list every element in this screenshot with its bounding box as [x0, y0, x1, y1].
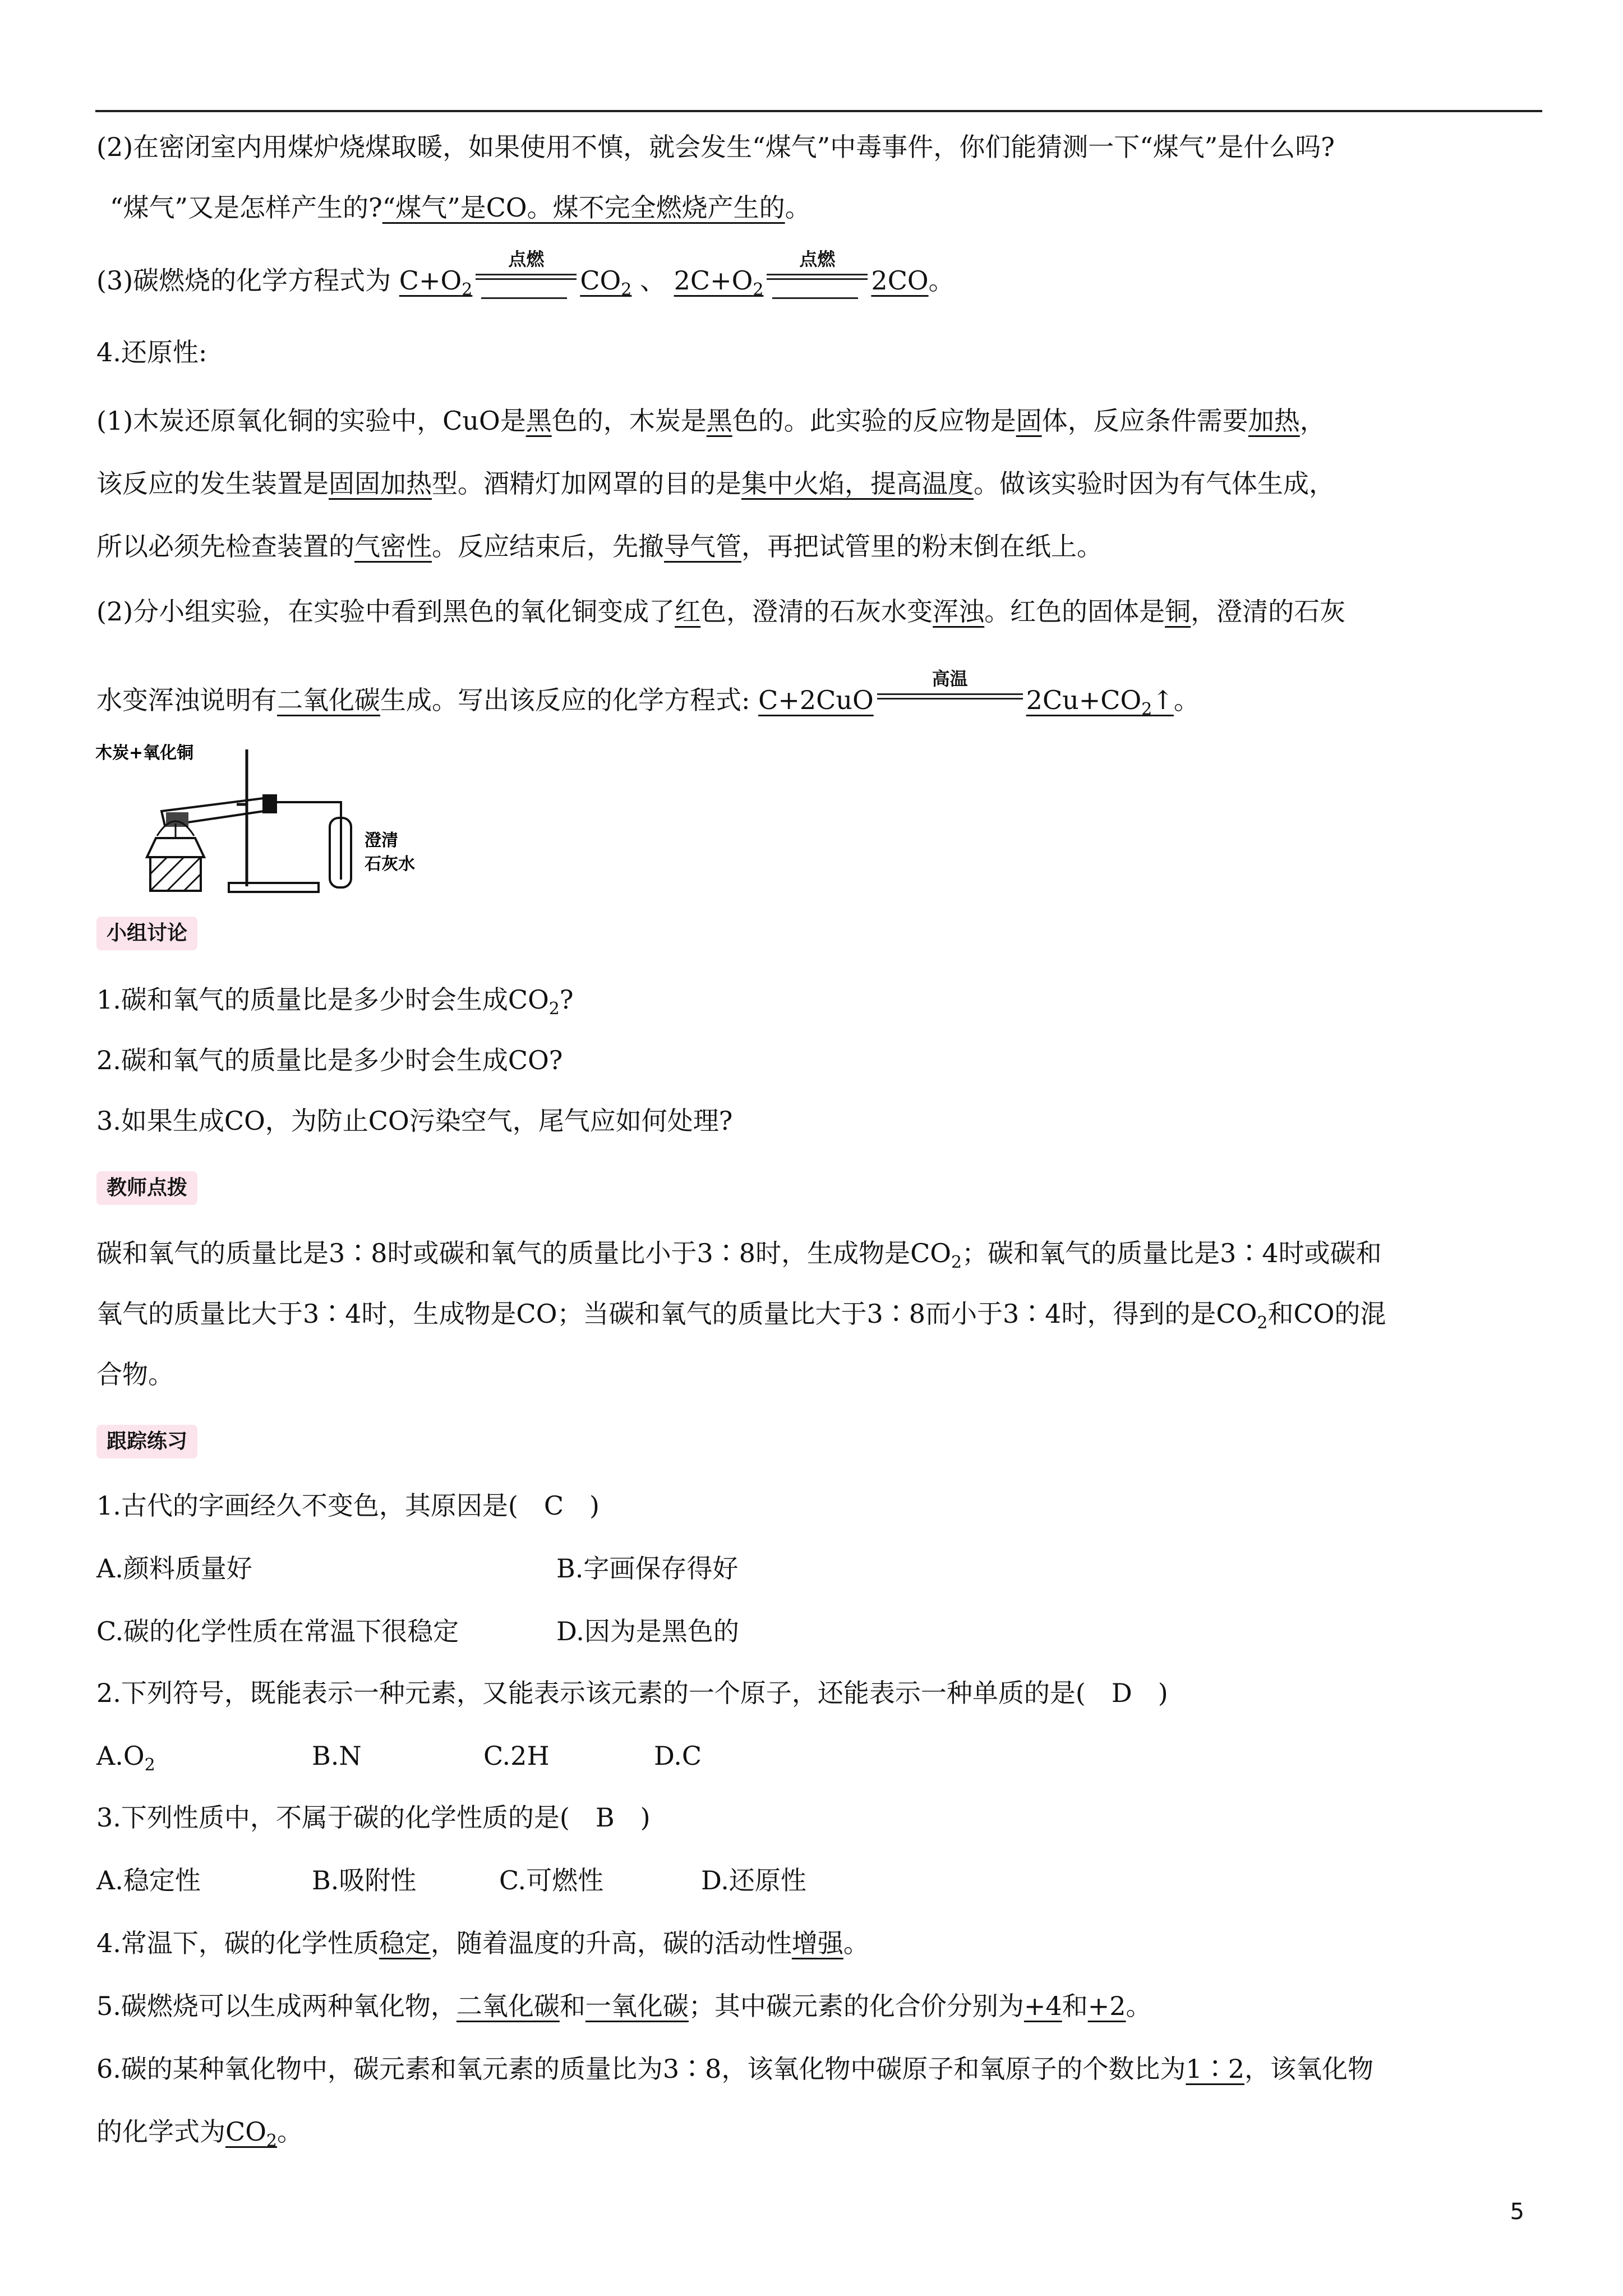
- figure-label-clear: 澄清: [365, 831, 398, 850]
- teacher-line1: 碳和氧气的质量比是3∶8时或碳和氧气的质量比小于3∶8时，生成物是$CO_2$；碳和氧气的质量比是3∶4时或碳和: [96, 1238, 1382, 1272]
- s42-line2: 水变浑浊说明有二氧化碳生成。写出该反应的化学方程式: C+2CuO 高温 $2Cu+CO_2↑$。: [96, 668, 1200, 719]
- s41-line3: 所以必须先检查装置的气密性。反应结束后，先撤导气管，再把试管里的粉末倒在纸上。: [96, 531, 1103, 562]
- reaction-condition: 点燃: [767, 266, 868, 300]
- discussion-q1: 1.碳和氧气的质量比是多少时会生成$CO_2$?: [96, 984, 574, 1019]
- equation-3: C+2CuO: [758, 685, 874, 715]
- s3-equations: (3)碳燃烧的化学方程式为 $C+O_2$ 点燃 $CO_2$ 、 $2C+O_2$ 点燃 2CO。: [96, 249, 955, 300]
- discussion-q3: 3.如果生成CO，为防止CO污染空气，尾气应如何处理?: [96, 1106, 733, 1136]
- teacher-line3: 合物。: [96, 1359, 174, 1389]
- teacher-line2: 氧气的质量比大于3∶4时，生成物是CO；当碳和氧气的质量比大于3∶8而小于3∶4时，得到的是$CO_2$和CO的混: [96, 1299, 1386, 1333]
- practice-q3: 3.下列性质中，不属于碳的化学性质的是( B ): [96, 1802, 651, 1833]
- s41-line2: 该反应的发生装置是固固加热型。酒精灯加网罩的目的是集中火焰，提高温度。做该实验时因为有气体生成，: [96, 468, 1335, 499]
- option: D.因为是黑色的: [556, 1616, 739, 1646]
- discussion-q2: 2.碳和氧气的质量比是多少时会生成CO?: [96, 1045, 563, 1075]
- equation-2: $2C+O_2$: [674, 265, 764, 300]
- option: B.吸附性: [312, 1865, 417, 1895]
- option: A.颜料质量好: [96, 1553, 252, 1584]
- practice-q5: 5.碳燃烧可以生成两种氧化物，二氧化碳和一氧化碳；其中碳元素的化合价分别为+4和+2。: [96, 1991, 1152, 2021]
- reaction-condition: 高温: [877, 685, 1023, 719]
- equation-1: $C+O_2$: [399, 265, 473, 300]
- reaction-condition: 点燃: [476, 266, 577, 300]
- option: D.还原性: [701, 1865, 806, 1895]
- practice-q6-line1: 6.碳的某种氧化物中，碳元素和氧元素的质量比为3∶8，该氧化物中碳原子和氧原子的个数比为1∶2，该氧化物: [96, 2054, 1373, 2084]
- option: D.C: [654, 1741, 702, 1771]
- s41-line1: (1)木炭还原氧化铜的实验中，CuO是黑色的，木炭是黑色的。此实验的反应物是固体，反应条件需要加热，: [96, 406, 1326, 436]
- option: $A.O_2$: [96, 1741, 155, 1775]
- answer-blank: “煤气”是CO。煤不完全燃烧产生的: [382, 192, 785, 223]
- practice-q4: 4.常温下，碳的化学性质稳定，随着温度的升高，碳的活动性增强。: [96, 1928, 869, 1958]
- teacher-tag: 教师点拨: [96, 1171, 197, 1205]
- practice-q6-line2: 的化学式为$CO_2$。: [96, 2116, 303, 2151]
- top-rule: [95, 110, 1542, 112]
- figure-label-limewater: 石灰水: [365, 854, 415, 874]
- s2-line2: “煤气”又是怎样产生的?“煤气”是CO。煤不完全燃烧产生的。: [110, 192, 811, 223]
- discussion-tag: 小组讨论: [96, 917, 197, 950]
- practice-tag: 跟踪练习: [96, 1425, 197, 1458]
- figure-label-top: 木炭+氧化铜: [95, 743, 194, 763]
- page-number: 5: [1510, 2199, 1524, 2225]
- practice-q1: 1.古代的字画经久不变色，其原因是( C ): [96, 1490, 600, 1521]
- option: A.稳定性: [96, 1865, 201, 1895]
- apparatus-figure: [94, 739, 442, 896]
- option: C.碳的化学性质在常温下很稳定: [96, 1616, 459, 1646]
- option: C.可燃性: [499, 1865, 604, 1895]
- s2-line1: (2)在密闭室内用煤炉烧煤取暖，如果使用不慎，就会发生“煤气”中毒事件，你们能猜测一下“煤气”是什么吗?: [96, 132, 1335, 162]
- option: C.2H: [483, 1741, 550, 1771]
- option: B.N: [312, 1741, 362, 1771]
- s4-title: 4.还原性:: [96, 337, 208, 367]
- s42-line1: (2)分小组实验，在实验中看到黑色的氧化铜变成了红色，澄清的石灰水变浑浊。红色的固体是铜，澄清的石灰: [96, 596, 1346, 627]
- option: B.字画保存得好: [556, 1553, 739, 1584]
- practice-q2: 2.下列符号，既能表示一种元素，又能表示该元素的一个原子，还能表示一种单质的是( D ): [96, 1678, 1168, 1708]
